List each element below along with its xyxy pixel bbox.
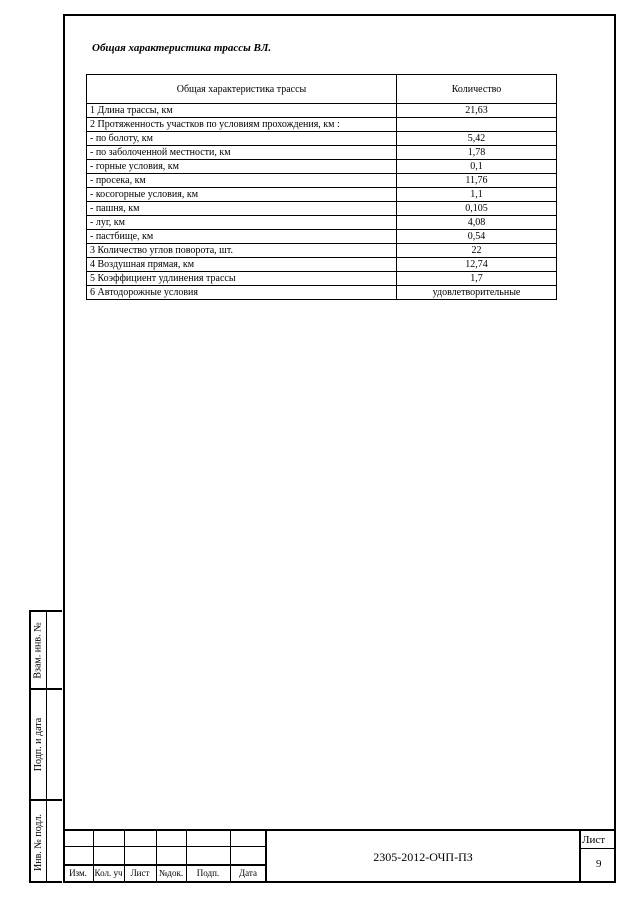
section-title: Общая характеристика трассы ВЛ.: [92, 42, 272, 54]
table-row: [87, 160, 557, 174]
document-code: 2305-2012-ОЧП-ПЗ: [373, 849, 473, 864]
route-characteristics-table: [86, 74, 557, 300]
row-characteristic: 2 Протяженность участков по условиям прохождения, км :: [87, 118, 397, 132]
original-inv-label: Инв. № подл.: [33, 813, 45, 871]
row-characteristic: - горные условия, км: [87, 160, 397, 174]
table-row: [87, 104, 557, 118]
table-row: [87, 132, 557, 146]
row-quantity: удовлетворительные: [397, 286, 557, 300]
sheet-label: Лист: [582, 834, 606, 846]
row-characteristic: 6 Автодорожные условия: [87, 286, 397, 300]
row-characteristic: - по болоту, км: [87, 132, 397, 146]
table-row: [87, 118, 557, 132]
table-header-row: [87, 75, 557, 104]
table-row: [87, 230, 557, 244]
row-quantity: 22: [397, 244, 557, 258]
table-row: [87, 188, 557, 202]
row-characteristic: - косогорные условия, км: [87, 188, 397, 202]
row-quantity: 0,105: [397, 202, 557, 216]
table-row: [87, 244, 557, 258]
header-quantity: Количество: [397, 75, 557, 104]
stamp-column-label: Подп.: [196, 868, 220, 878]
row-characteristic: - пастбище, км: [87, 230, 397, 244]
stamp-column-label: Лист: [130, 868, 150, 878]
header-characteristic: Общая характеристика трассы: [87, 75, 397, 104]
row-characteristic: 3 Количество углов поворота, шт.: [87, 244, 397, 258]
row-quantity: 0,1: [397, 160, 557, 174]
row-quantity: 12,74: [397, 258, 557, 272]
row-quantity: 21,63: [397, 104, 557, 118]
sheet-cell-line: [580, 848, 616, 849]
row-characteristic: - просека, км: [87, 174, 397, 188]
row-quantity: 4,08: [397, 216, 557, 230]
row-quantity: 0,54: [397, 230, 557, 244]
row-characteristic: 1 Длина трассы, км: [87, 104, 397, 118]
row-quantity: 11,76: [397, 174, 557, 188]
row-characteristic: 5 Коэффициент удлинения трассы: [87, 272, 397, 286]
table-row: [87, 286, 557, 300]
row-quantity: 1,1: [397, 188, 557, 202]
row-characteristic: - по заболоченной местности, км: [87, 146, 397, 160]
row-characteristic: 4 Воздушная прямая, км: [87, 258, 397, 272]
row-quantity: 1,7: [397, 272, 557, 286]
table-row: [87, 216, 557, 230]
replacement-inv-label: Взам. инв. №: [33, 621, 45, 679]
row-characteristic: - пашня, км: [87, 202, 397, 216]
sheet-number: 9: [596, 858, 602, 870]
signature-date-label: Подп. и дата: [33, 717, 44, 772]
row-quantity: [397, 118, 557, 132]
stamp-column-label: №док.: [158, 868, 184, 878]
stamp-column-label: Дата: [239, 868, 257, 878]
row-quantity: 1,78: [397, 146, 557, 160]
stamp-column-label: Кол. уч: [94, 868, 123, 878]
table-row: [87, 146, 557, 160]
row-characteristic: - луг, км: [87, 216, 397, 230]
table-row: [87, 258, 557, 272]
table-row: [87, 174, 557, 188]
row-quantity: 5,42: [397, 132, 557, 146]
stamp-column-label: Изм.: [69, 868, 87, 878]
table-row: [87, 272, 557, 286]
table-row: [87, 202, 557, 216]
